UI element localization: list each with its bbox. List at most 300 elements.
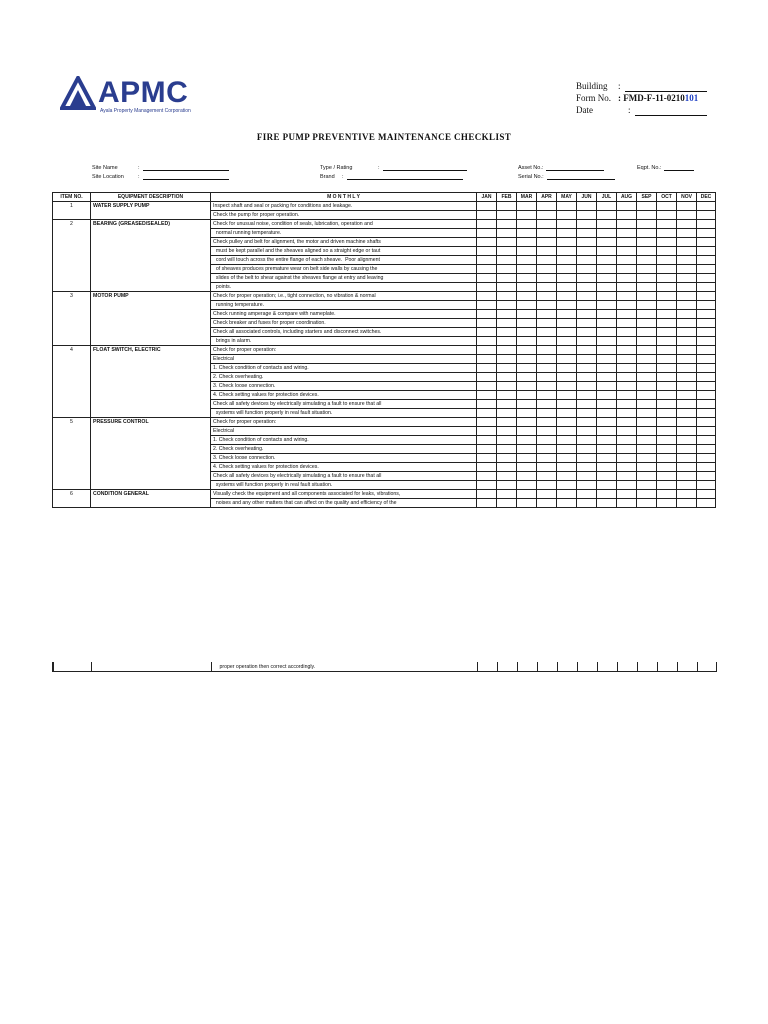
month-check-cell[interactable] bbox=[477, 436, 497, 445]
month-check-cell[interactable] bbox=[537, 445, 557, 454]
month-check-cell[interactable] bbox=[477, 373, 497, 382]
month-check-cell[interactable] bbox=[657, 328, 677, 337]
month-check-cell[interactable] bbox=[517, 310, 537, 319]
month-check-cell[interactable] bbox=[617, 256, 637, 265]
month-check-cell[interactable] bbox=[657, 499, 677, 508]
month-check-cell[interactable] bbox=[697, 355, 716, 364]
month-check-cell[interactable] bbox=[577, 427, 597, 436]
month-check-cell[interactable] bbox=[517, 328, 537, 337]
month-check-cell[interactable] bbox=[537, 400, 557, 409]
month-check-cell[interactable] bbox=[477, 499, 497, 508]
month-check-cell[interactable] bbox=[497, 463, 517, 472]
month-check-cell[interactable] bbox=[577, 391, 597, 400]
month-check-cell[interactable] bbox=[557, 355, 577, 364]
month-check-cell[interactable] bbox=[557, 211, 577, 220]
month-check-cell[interactable] bbox=[517, 355, 537, 364]
site-name-field[interactable]: Site Name : bbox=[92, 164, 229, 171]
month-check-cell[interactable] bbox=[497, 247, 517, 256]
month-check-cell[interactable] bbox=[577, 445, 597, 454]
month-check-cell[interactable] bbox=[477, 283, 497, 292]
month-check-cell[interactable] bbox=[597, 346, 617, 355]
month-check-cell[interactable] bbox=[657, 373, 677, 382]
month-check-cell[interactable] bbox=[557, 229, 577, 238]
month-check-cell[interactable] bbox=[637, 292, 657, 301]
month-check-cell[interactable] bbox=[577, 337, 597, 346]
month-check-cell[interactable] bbox=[697, 292, 716, 301]
month-check-cell[interactable] bbox=[557, 238, 577, 247]
month-check-cell[interactable] bbox=[677, 220, 697, 229]
month-check-cell[interactable] bbox=[697, 454, 716, 463]
month-check-cell[interactable] bbox=[637, 409, 657, 418]
month-check-cell[interactable] bbox=[517, 292, 537, 301]
month-check-cell[interactable] bbox=[637, 499, 657, 508]
month-check-cell[interactable] bbox=[537, 454, 557, 463]
month-check-cell[interactable] bbox=[557, 292, 577, 301]
asset-no-field[interactable]: Asset No.: bbox=[518, 164, 604, 171]
month-check-cell[interactable] bbox=[557, 499, 577, 508]
month-check-cell[interactable] bbox=[657, 463, 677, 472]
month-check-cell[interactable] bbox=[557, 400, 577, 409]
month-check-cell[interactable] bbox=[557, 418, 577, 427]
month-check-cell[interactable] bbox=[617, 274, 637, 283]
month-check-cell[interactable] bbox=[497, 662, 517, 672]
month-check-cell[interactable] bbox=[677, 283, 697, 292]
month-check-cell[interactable] bbox=[597, 292, 617, 301]
month-check-cell[interactable] bbox=[617, 319, 637, 328]
month-check-cell[interactable] bbox=[557, 274, 577, 283]
month-check-cell[interactable] bbox=[517, 211, 537, 220]
month-check-cell[interactable] bbox=[617, 436, 637, 445]
month-check-cell[interactable] bbox=[617, 445, 637, 454]
month-check-cell[interactable] bbox=[677, 202, 697, 211]
month-check-cell[interactable] bbox=[577, 310, 597, 319]
month-check-cell[interactable] bbox=[497, 229, 517, 238]
month-check-cell[interactable] bbox=[537, 391, 557, 400]
month-check-cell[interactable] bbox=[477, 319, 497, 328]
month-check-cell[interactable] bbox=[517, 454, 537, 463]
month-check-cell[interactable] bbox=[597, 463, 617, 472]
month-check-cell[interactable] bbox=[697, 499, 716, 508]
month-check-cell[interactable] bbox=[617, 211, 637, 220]
month-check-cell[interactable] bbox=[677, 211, 697, 220]
month-check-cell[interactable] bbox=[657, 409, 677, 418]
month-check-cell[interactable] bbox=[577, 238, 597, 247]
month-check-cell[interactable] bbox=[517, 256, 537, 265]
month-check-cell[interactable] bbox=[537, 328, 557, 337]
month-check-cell[interactable] bbox=[617, 662, 637, 672]
month-check-cell[interactable] bbox=[657, 436, 677, 445]
month-check-cell[interactable] bbox=[597, 382, 617, 391]
month-check-cell[interactable] bbox=[657, 310, 677, 319]
month-check-cell[interactable] bbox=[657, 662, 677, 672]
month-check-cell[interactable] bbox=[517, 373, 537, 382]
month-check-cell[interactable] bbox=[577, 355, 597, 364]
month-check-cell[interactable] bbox=[677, 292, 697, 301]
month-check-cell[interactable] bbox=[517, 400, 537, 409]
month-check-cell[interactable] bbox=[617, 409, 637, 418]
month-check-cell[interactable] bbox=[617, 328, 637, 337]
month-check-cell[interactable] bbox=[497, 202, 517, 211]
month-check-cell[interactable] bbox=[697, 364, 716, 373]
month-check-cell[interactable] bbox=[637, 328, 657, 337]
month-check-cell[interactable] bbox=[577, 436, 597, 445]
month-check-cell[interactable] bbox=[657, 400, 677, 409]
month-check-cell[interactable] bbox=[577, 346, 597, 355]
month-check-cell[interactable] bbox=[697, 346, 716, 355]
month-check-cell[interactable] bbox=[597, 319, 617, 328]
month-check-cell[interactable] bbox=[697, 418, 716, 427]
month-check-cell[interactable] bbox=[637, 319, 657, 328]
month-check-cell[interactable] bbox=[657, 472, 677, 481]
month-check-cell[interactable] bbox=[557, 436, 577, 445]
month-check-cell[interactable] bbox=[537, 247, 557, 256]
month-check-cell[interactable] bbox=[537, 427, 557, 436]
month-check-cell[interactable] bbox=[677, 463, 697, 472]
month-check-cell[interactable] bbox=[597, 229, 617, 238]
month-check-cell[interactable] bbox=[677, 662, 697, 672]
month-check-cell[interactable] bbox=[557, 310, 577, 319]
month-check-cell[interactable] bbox=[537, 364, 557, 373]
month-check-cell[interactable] bbox=[537, 292, 557, 301]
month-check-cell[interactable] bbox=[697, 247, 716, 256]
month-check-cell[interactable] bbox=[637, 454, 657, 463]
month-check-cell[interactable] bbox=[537, 373, 557, 382]
month-check-cell[interactable] bbox=[637, 238, 657, 247]
month-check-cell[interactable] bbox=[577, 409, 597, 418]
month-check-cell[interactable] bbox=[677, 400, 697, 409]
month-check-cell[interactable] bbox=[597, 418, 617, 427]
month-check-cell[interactable] bbox=[597, 274, 617, 283]
month-check-cell[interactable] bbox=[677, 364, 697, 373]
month-check-cell[interactable] bbox=[477, 292, 497, 301]
month-check-cell[interactable] bbox=[617, 373, 637, 382]
month-check-cell[interactable] bbox=[577, 301, 597, 310]
month-check-cell[interactable] bbox=[477, 247, 497, 256]
month-check-cell[interactable] bbox=[497, 256, 517, 265]
month-check-cell[interactable] bbox=[617, 346, 637, 355]
month-check-cell[interactable] bbox=[517, 274, 537, 283]
month-check-cell[interactable] bbox=[697, 274, 716, 283]
month-check-cell[interactable] bbox=[677, 382, 697, 391]
month-check-cell[interactable] bbox=[497, 436, 517, 445]
month-check-cell[interactable] bbox=[617, 220, 637, 229]
month-check-cell[interactable] bbox=[577, 229, 597, 238]
month-check-cell[interactable] bbox=[697, 490, 716, 499]
month-check-cell[interactable] bbox=[697, 256, 716, 265]
month-check-cell[interactable] bbox=[537, 283, 557, 292]
month-check-cell[interactable] bbox=[477, 238, 497, 247]
month-check-cell[interactable] bbox=[557, 454, 577, 463]
month-check-cell[interactable] bbox=[597, 337, 617, 346]
month-check-cell[interactable] bbox=[477, 490, 497, 499]
month-check-cell[interactable] bbox=[477, 355, 497, 364]
month-check-cell[interactable] bbox=[577, 247, 597, 256]
month-check-cell[interactable] bbox=[577, 400, 597, 409]
month-check-cell[interactable] bbox=[577, 499, 597, 508]
month-check-cell[interactable] bbox=[637, 283, 657, 292]
month-check-cell[interactable] bbox=[477, 337, 497, 346]
month-check-cell[interactable] bbox=[697, 310, 716, 319]
month-check-cell[interactable] bbox=[697, 472, 716, 481]
month-check-cell[interactable] bbox=[477, 202, 497, 211]
month-check-cell[interactable] bbox=[477, 310, 497, 319]
month-check-cell[interactable] bbox=[477, 463, 497, 472]
month-check-cell[interactable] bbox=[537, 490, 557, 499]
month-check-cell[interactable] bbox=[597, 400, 617, 409]
month-check-cell[interactable] bbox=[637, 418, 657, 427]
month-check-cell[interactable] bbox=[637, 662, 657, 672]
month-check-cell[interactable] bbox=[657, 274, 677, 283]
month-check-cell[interactable] bbox=[497, 238, 517, 247]
month-check-cell[interactable] bbox=[617, 490, 637, 499]
month-check-cell[interactable] bbox=[617, 292, 637, 301]
month-check-cell[interactable] bbox=[677, 310, 697, 319]
month-check-cell[interactable] bbox=[537, 472, 557, 481]
month-check-cell[interactable] bbox=[637, 202, 657, 211]
month-check-cell[interactable] bbox=[557, 382, 577, 391]
month-check-cell[interactable] bbox=[677, 247, 697, 256]
month-check-cell[interactable] bbox=[697, 301, 716, 310]
month-check-cell[interactable] bbox=[657, 319, 677, 328]
month-check-cell[interactable] bbox=[657, 238, 677, 247]
month-check-cell[interactable] bbox=[517, 337, 537, 346]
month-check-cell[interactable] bbox=[537, 499, 557, 508]
month-check-cell[interactable] bbox=[537, 265, 557, 274]
month-check-cell[interactable] bbox=[617, 400, 637, 409]
month-check-cell[interactable] bbox=[557, 481, 577, 490]
month-check-cell[interactable] bbox=[657, 337, 677, 346]
month-check-cell[interactable] bbox=[517, 265, 537, 274]
month-check-cell[interactable] bbox=[557, 373, 577, 382]
month-check-cell[interactable] bbox=[617, 247, 637, 256]
month-check-cell[interactable] bbox=[557, 328, 577, 337]
month-check-cell[interactable] bbox=[657, 346, 677, 355]
month-check-cell[interactable] bbox=[537, 319, 557, 328]
month-check-cell[interactable] bbox=[657, 481, 677, 490]
month-check-cell[interactable] bbox=[517, 662, 537, 672]
month-check-cell[interactable] bbox=[537, 274, 557, 283]
month-check-cell[interactable] bbox=[657, 427, 677, 436]
month-check-cell[interactable] bbox=[477, 409, 497, 418]
month-check-cell[interactable] bbox=[637, 274, 657, 283]
month-check-cell[interactable] bbox=[537, 310, 557, 319]
month-check-cell[interactable] bbox=[617, 310, 637, 319]
month-check-cell[interactable] bbox=[597, 211, 617, 220]
month-check-cell[interactable] bbox=[677, 346, 697, 355]
month-check-cell[interactable] bbox=[657, 391, 677, 400]
month-check-cell[interactable] bbox=[657, 202, 677, 211]
month-check-cell[interactable] bbox=[557, 283, 577, 292]
month-check-cell[interactable] bbox=[657, 211, 677, 220]
month-check-cell[interactable] bbox=[537, 238, 557, 247]
month-check-cell[interactable] bbox=[537, 229, 557, 238]
month-check-cell[interactable] bbox=[637, 382, 657, 391]
month-check-cell[interactable] bbox=[617, 472, 637, 481]
month-check-cell[interactable] bbox=[597, 373, 617, 382]
month-check-cell[interactable] bbox=[497, 391, 517, 400]
month-check-cell[interactable] bbox=[617, 463, 637, 472]
month-check-cell[interactable] bbox=[517, 364, 537, 373]
month-check-cell[interactable] bbox=[557, 202, 577, 211]
month-check-cell[interactable] bbox=[617, 238, 637, 247]
month-check-cell[interactable] bbox=[497, 283, 517, 292]
month-check-cell[interactable] bbox=[557, 346, 577, 355]
month-check-cell[interactable] bbox=[557, 662, 577, 672]
month-check-cell[interactable] bbox=[477, 346, 497, 355]
month-check-cell[interactable] bbox=[477, 301, 497, 310]
month-check-cell[interactable] bbox=[637, 220, 657, 229]
month-check-cell[interactable] bbox=[637, 229, 657, 238]
month-check-cell[interactable] bbox=[677, 274, 697, 283]
month-check-cell[interactable] bbox=[597, 436, 617, 445]
month-check-cell[interactable] bbox=[477, 427, 497, 436]
month-check-cell[interactable] bbox=[517, 301, 537, 310]
month-check-cell[interactable] bbox=[517, 229, 537, 238]
month-check-cell[interactable] bbox=[517, 418, 537, 427]
month-check-cell[interactable] bbox=[677, 229, 697, 238]
month-check-cell[interactable] bbox=[597, 238, 617, 247]
month-check-cell[interactable] bbox=[597, 355, 617, 364]
month-check-cell[interactable] bbox=[617, 481, 637, 490]
month-check-cell[interactable] bbox=[517, 481, 537, 490]
month-check-cell[interactable] bbox=[537, 346, 557, 355]
month-check-cell[interactable] bbox=[537, 256, 557, 265]
month-check-cell[interactable] bbox=[697, 265, 716, 274]
month-check-cell[interactable] bbox=[677, 436, 697, 445]
month-check-cell[interactable] bbox=[597, 472, 617, 481]
month-check-cell[interactable] bbox=[617, 301, 637, 310]
month-check-cell[interactable] bbox=[617, 202, 637, 211]
month-check-cell[interactable] bbox=[537, 301, 557, 310]
month-check-cell[interactable] bbox=[677, 427, 697, 436]
month-check-cell[interactable] bbox=[517, 436, 537, 445]
month-check-cell[interactable] bbox=[597, 310, 617, 319]
month-check-cell[interactable] bbox=[637, 265, 657, 274]
month-check-cell[interactable] bbox=[537, 220, 557, 229]
month-check-cell[interactable] bbox=[557, 463, 577, 472]
month-check-cell[interactable] bbox=[657, 229, 677, 238]
month-check-cell[interactable] bbox=[577, 373, 597, 382]
month-check-cell[interactable] bbox=[497, 418, 517, 427]
month-check-cell[interactable] bbox=[497, 301, 517, 310]
month-check-cell[interactable] bbox=[517, 283, 537, 292]
month-check-cell[interactable] bbox=[597, 481, 617, 490]
month-check-cell[interactable] bbox=[697, 481, 716, 490]
site-location-field[interactable]: Site Location : bbox=[92, 173, 229, 180]
month-check-cell[interactable] bbox=[477, 274, 497, 283]
month-check-cell[interactable] bbox=[517, 463, 537, 472]
month-check-cell[interactable] bbox=[577, 364, 597, 373]
month-check-cell[interactable] bbox=[677, 319, 697, 328]
month-check-cell[interactable] bbox=[577, 472, 597, 481]
month-check-cell[interactable] bbox=[697, 238, 716, 247]
month-check-cell[interactable] bbox=[697, 337, 716, 346]
month-check-cell[interactable] bbox=[657, 355, 677, 364]
month-check-cell[interactable] bbox=[597, 445, 617, 454]
month-check-cell[interactable] bbox=[677, 355, 697, 364]
month-check-cell[interactable] bbox=[697, 220, 716, 229]
month-check-cell[interactable] bbox=[477, 211, 497, 220]
month-check-cell[interactable] bbox=[697, 283, 716, 292]
month-check-cell[interactable] bbox=[697, 427, 716, 436]
month-check-cell[interactable] bbox=[597, 364, 617, 373]
month-check-cell[interactable] bbox=[577, 454, 597, 463]
month-check-cell[interactable] bbox=[677, 373, 697, 382]
month-check-cell[interactable] bbox=[597, 391, 617, 400]
month-check-cell[interactable] bbox=[517, 445, 537, 454]
month-check-cell[interactable] bbox=[677, 337, 697, 346]
month-check-cell[interactable] bbox=[517, 238, 537, 247]
month-check-cell[interactable] bbox=[497, 364, 517, 373]
month-check-cell[interactable] bbox=[697, 391, 716, 400]
month-check-cell[interactable] bbox=[537, 436, 557, 445]
month-check-cell[interactable] bbox=[597, 427, 617, 436]
month-check-cell[interactable] bbox=[637, 346, 657, 355]
month-check-cell[interactable] bbox=[677, 418, 697, 427]
month-check-cell[interactable] bbox=[677, 499, 697, 508]
month-check-cell[interactable] bbox=[497, 472, 517, 481]
month-check-cell[interactable] bbox=[557, 220, 577, 229]
month-check-cell[interactable] bbox=[577, 220, 597, 229]
month-check-cell[interactable] bbox=[637, 436, 657, 445]
month-check-cell[interactable] bbox=[517, 499, 537, 508]
month-check-cell[interactable] bbox=[677, 445, 697, 454]
month-check-cell[interactable] bbox=[497, 265, 517, 274]
month-check-cell[interactable] bbox=[697, 445, 716, 454]
month-check-cell[interactable] bbox=[537, 202, 557, 211]
month-check-cell[interactable] bbox=[637, 247, 657, 256]
month-check-cell[interactable] bbox=[577, 662, 597, 672]
month-check-cell[interactable] bbox=[657, 283, 677, 292]
month-check-cell[interactable] bbox=[597, 247, 617, 256]
month-check-cell[interactable] bbox=[657, 454, 677, 463]
month-check-cell[interactable] bbox=[637, 463, 657, 472]
month-check-cell[interactable] bbox=[617, 265, 637, 274]
month-check-cell[interactable] bbox=[677, 481, 697, 490]
month-check-cell[interactable] bbox=[517, 247, 537, 256]
month-check-cell[interactable] bbox=[497, 400, 517, 409]
month-check-cell[interactable] bbox=[477, 328, 497, 337]
month-check-cell[interactable] bbox=[537, 481, 557, 490]
month-check-cell[interactable] bbox=[637, 445, 657, 454]
month-check-cell[interactable] bbox=[497, 346, 517, 355]
month-check-cell[interactable] bbox=[497, 337, 517, 346]
month-check-cell[interactable] bbox=[477, 265, 497, 274]
month-check-cell[interactable] bbox=[577, 481, 597, 490]
month-check-cell[interactable] bbox=[497, 481, 517, 490]
month-check-cell[interactable] bbox=[637, 355, 657, 364]
month-check-cell[interactable] bbox=[657, 265, 677, 274]
month-check-cell[interactable] bbox=[697, 229, 716, 238]
month-check-cell[interactable] bbox=[697, 373, 716, 382]
month-check-cell[interactable] bbox=[497, 490, 517, 499]
serial-no-field[interactable]: Serial No.: bbox=[518, 173, 615, 180]
month-check-cell[interactable] bbox=[697, 409, 716, 418]
month-check-cell[interactable] bbox=[657, 220, 677, 229]
month-check-cell[interactable] bbox=[677, 328, 697, 337]
month-check-cell[interactable] bbox=[597, 499, 617, 508]
month-check-cell[interactable] bbox=[697, 436, 716, 445]
date-field[interactable] bbox=[635, 104, 707, 116]
month-check-cell[interactable] bbox=[677, 256, 697, 265]
month-check-cell[interactable] bbox=[577, 463, 597, 472]
month-check-cell[interactable] bbox=[637, 301, 657, 310]
month-check-cell[interactable] bbox=[557, 364, 577, 373]
month-check-cell[interactable] bbox=[657, 364, 677, 373]
month-check-cell[interactable] bbox=[657, 382, 677, 391]
month-check-cell[interactable] bbox=[617, 499, 637, 508]
month-check-cell[interactable] bbox=[637, 481, 657, 490]
